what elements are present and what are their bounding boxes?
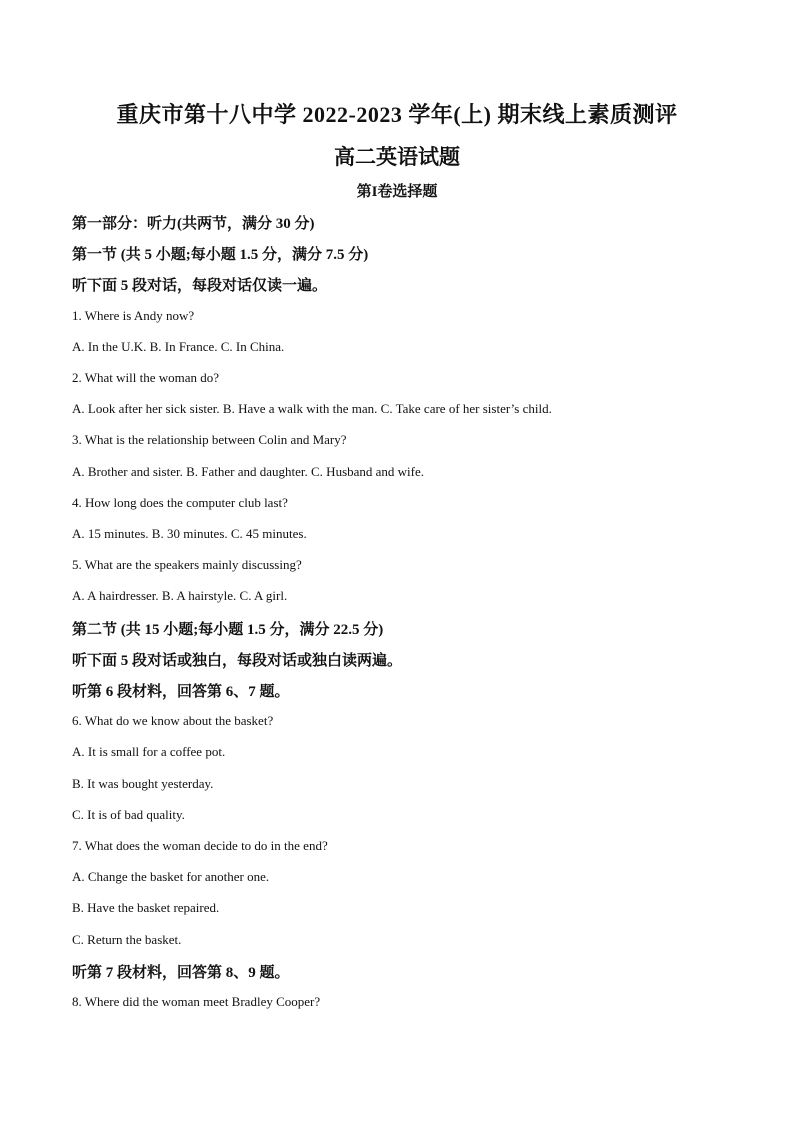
- question-line: 7. What does the woman decide to do in the end?: [72, 838, 328, 853]
- question-line: 3. What is the relationship between Colin and Mary?: [72, 432, 347, 448]
- section-heading: 第一部分：听力(共两节，满分 30 分): [72, 216, 315, 232]
- question-line: A. In the U.K. B. In France. C. In China.: [72, 338, 285, 354]
- question-line: 6. What do we know about the basket?: [72, 713, 274, 729]
- section-heading: 听第 7 段材料，回答第 8、9 题。: [72, 964, 290, 981]
- question-line: C. It is of bad quality.: [72, 806, 185, 822]
- section-heading: 听第 6 段材料，回答第 6、7 题。: [72, 684, 290, 700]
- question-line: A. Look after her sick sister. B. Have a walk with the man. C. Take care of her sister’s child.: [72, 401, 552, 417]
- section-heading: 第一节 (共 5 小题;每小题 1.5 分，满分 7.5 分): [72, 247, 369, 264]
- question-line: A. Change the basket for another one.: [72, 869, 270, 885]
- question-line: B. It was bought yesterday.: [72, 775, 214, 791]
- question-line: A. It is small for a coffee pot.: [72, 744, 226, 760]
- question-line: 1. Where is Andy now?: [72, 307, 195, 323]
- exam-subtitle: 高二英语试题: [334, 145, 460, 169]
- question-line: B. Have the basket repaired.: [72, 900, 220, 916]
- section-title: 第I卷选择题: [356, 184, 438, 200]
- question-line: 4. How long does the computer club last?: [72, 494, 288, 510]
- question-line: 8. Where did the woman meet Bradley Cooper?: [72, 994, 321, 1009]
- section-heading: 听下面 5 段对话或独白，每段对话或独白读两遍。: [72, 652, 403, 669]
- question-line: 5. What are the speakers mainly discussing?: [72, 557, 302, 573]
- section-heading: 第二节 (共 15 小题;每小题 1.5 分，满分 22.5 分): [72, 621, 384, 638]
- question-line: A. 15 minutes. B. 30 minutes. C. 45 minutes.: [72, 526, 307, 541]
- question-line: A. A hairdresser. B. A hairstyle. C. A girl.: [72, 588, 288, 604]
- question-line: 2. What will the woman do?: [72, 370, 220, 385]
- section-heading: 听下面 5 段对话，每段对话仅读一遍。: [72, 278, 328, 295]
- question-line: C. Return the basket.: [72, 931, 182, 947]
- question-line: A. Brother and sister. B. Father and daughter. C. Husband and wife.: [72, 463, 425, 479]
- exam-title: 重庆市第十八中学 2022-2023 学年(上) 期末线上素质测评: [116, 102, 678, 127]
